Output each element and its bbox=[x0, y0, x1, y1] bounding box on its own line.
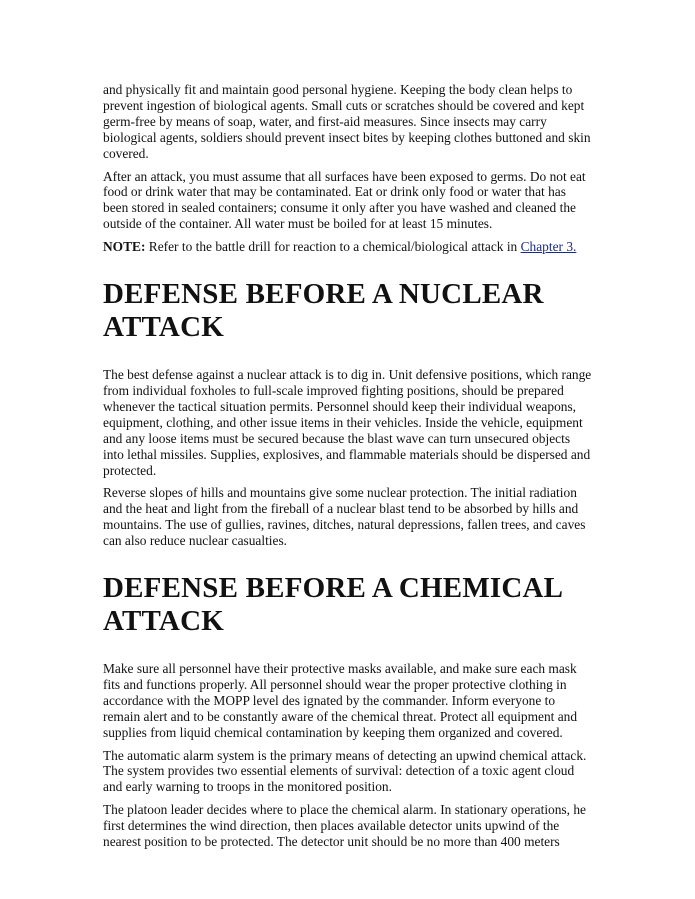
chemical-paragraph-1: Make sure all personnel have their protective masks available, and make sure each mask fits and functions properly. All personnel should wear the proper protective clothing in accordance with the MOPP level des ignated by the commander. Inform everyone to remain alert and to be constantly aware of the chemical threat. Protect all equipment and supplies from liquid chemical contamination by keeping them organized and covered. bbox=[103, 661, 578, 740]
nuclear-paragraph-1: The best defense against a nuclear attack is to dig in. Unit defensive positions, which range from individual foxholes to full-scale improved fighting positions, should be prepared whenever the tactical situation permits. Personnel should keep their individual weapons, equipment, clothing, and other issue items in their vehicles. Inside the vehicle, equipment and any loose items must be secured because the blast wave can turn unsecured objects into lethal missiles. Supplies, explosives, and flammable materials should be dispersed and protected. bbox=[103, 367, 592, 478]
note-label: NOTE: bbox=[103, 239, 146, 255]
nuclear-paragraph-2: Reverse slopes of hills and mountains give some nuclear protection. The initial radiation and the heat and light from the fireball of a nuclear blast tend to be absorbed by hills and mountains. The use of gullies, ravines, ditches, natural depressions, fallen trees, and caves can also reduce nuclear casualties. bbox=[103, 485, 586, 549]
document-page bbox=[103, 82, 593, 857]
note-paragraph bbox=[103, 239, 593, 255]
chemical-paragraph-3: The platoon leader decides where to place the chemical alarm. In stationary operations, he first determines the wind direction, then places available detector units upwind of the nearest position to be protected. The detector unit should be no more than 400 meters bbox=[103, 802, 586, 850]
chemical-defense-heading: DEFENSE BEFORE A CHEMICAL ATTACK bbox=[103, 572, 562, 638]
intro-paragraph-2: After an attack, you must assume that all surfaces have been exposed to germs. Do not eat food or drink water that may be contaminated. Eat or drink only food or water that has been stored in sealed containers; consume it only after you have washed and cleaned the outside of the container. All water must be boiled for at least 15 minutes. bbox=[103, 168, 586, 232]
intro-paragraph-1: and physically fit and maintain good personal hygiene. Keeping the body clean helps to prevent ingestion of biological agents. Small cuts or scratches should be covered and kept germ-free by means of soap, water, and first-aid measures. Since insects may carry biological agents, soldiers should prevent insect bites by keeping clothes buttoned and skin covered. bbox=[103, 82, 591, 161]
chemical-paragraph-2: The automatic alarm system is the primary means of detecting an upwind chemical attack. The system provides two essential elements of survival: detection of a toxic agent cloud and early warning to troops in the monitored position. bbox=[103, 747, 587, 795]
chapter-3-link[interactable]: Chapter 3. bbox=[520, 239, 577, 255]
nuclear-defense-heading: DEFENSE BEFORE A NUCLEAR ATTACK bbox=[103, 278, 544, 344]
note-text: Refer to the battle drill for reaction to a chemical/biological attack in bbox=[145, 239, 521, 255]
